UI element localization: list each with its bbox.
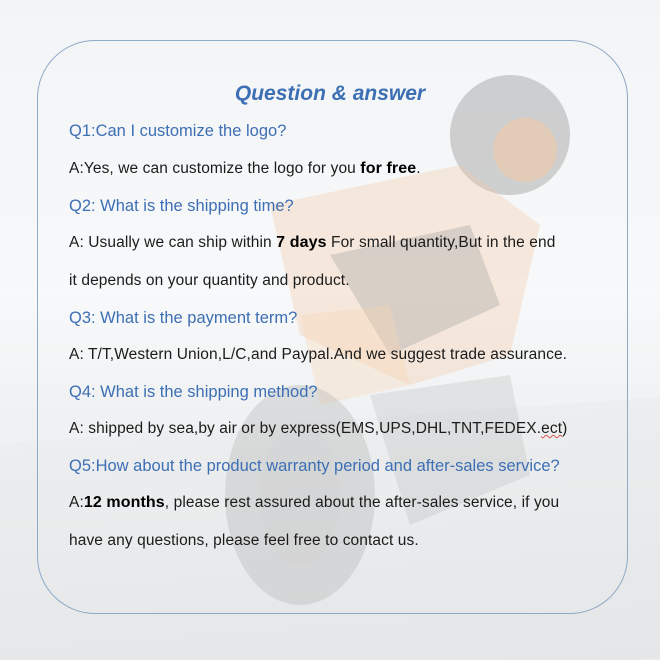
answer-2-line-2: it depends on your quantity and product. — [69, 272, 350, 289]
question-2: Q2: What is the shipping time? — [69, 197, 294, 215]
spellcheck-word: ect — [541, 420, 563, 437]
question-5: Q5:How about the product warranty period and after-sales service? — [69, 457, 560, 475]
answer-5-line-1: A:12 months, please rest assured about the after-sales service, if you — [69, 494, 560, 511]
answer-1-line-1: A:Yes, we can customize the logo for you for free. — [69, 160, 421, 177]
question-4: Q4: What is the shipping method? — [69, 383, 318, 401]
page-title: Question & answer — [234, 82, 426, 105]
answer-4-line-1: A: shipped by sea,by air or by express(EMS,UPS,DHL,TNT,FEDEX.ect) — [69, 420, 568, 437]
question-1: Q1:Can I customize the logo? — [69, 122, 287, 140]
answer-2-line-1: A: Usually we can ship within 7 days For small quantity,But in the end — [69, 234, 556, 251]
question-3: Q3: What is the payment term? — [69, 309, 298, 327]
answer-3-line-1: A: T/T,Western Union,L/C,and Paypal.And we suggest trade assurance. — [69, 346, 568, 363]
answer-5-line-2: have any questions, please feel free to contact us. — [69, 532, 419, 549]
